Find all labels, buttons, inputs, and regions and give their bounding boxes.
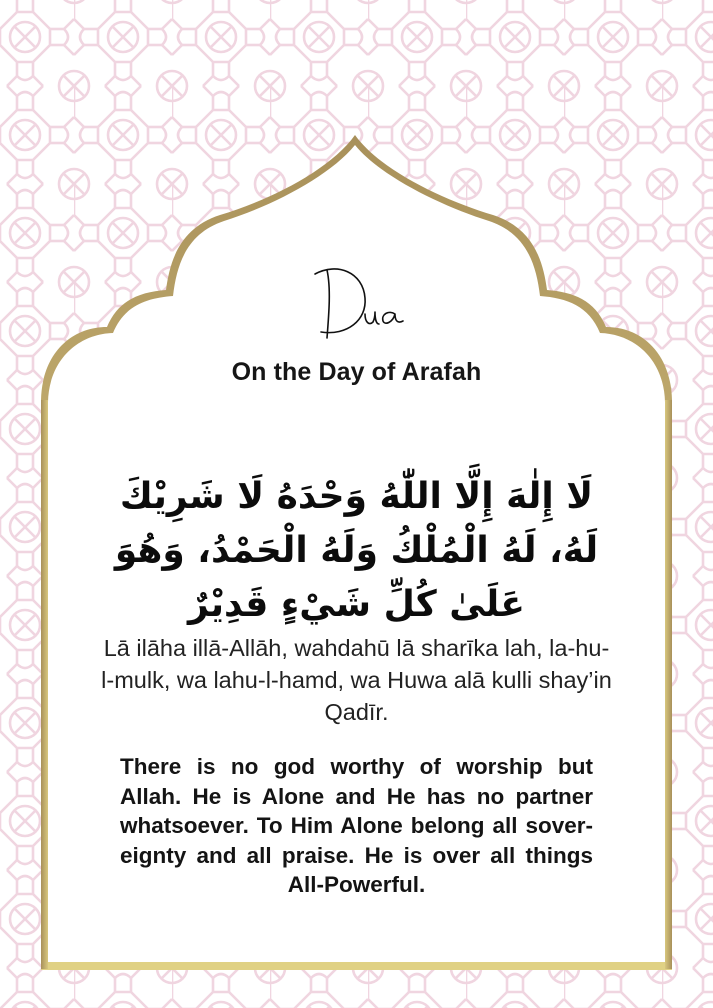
dua-subtitle: On the Day of Arafah [231, 358, 482, 386]
arabic-dua-text: لَا إِلٰهَ إِلَّا اللّٰهُ وَحْدَهُ لَا شَرِيْكَ لَهُ، لَهُ الْمُلْكُ وَلَهُ الْحَمْدُ، وَهُوَ عَلَىٰ كُلِّ شَيْءٍ قَدِيْرٌ [114, 476, 599, 625]
handwritten-dua-title [307, 258, 407, 348]
dua-script-heading [0, 258, 713, 353]
svg-text:Dua: Dua [306, 258, 309, 259]
transliteration-text: Lā ilāha illā-Allāh, wahdahū lā sharīka lah, la-hu-l-mulk, wa lahu-l-hamd, wa Huwa alā kulli shay’in Qadīr. [101, 635, 612, 725]
english-translation-text: There is no god worthy of worship but Allah. He is Alone and He has no partner whatsoever. To Him Alone belong all sovereignty and all praise. He is over all things All-Powerful. [120, 754, 593, 897]
